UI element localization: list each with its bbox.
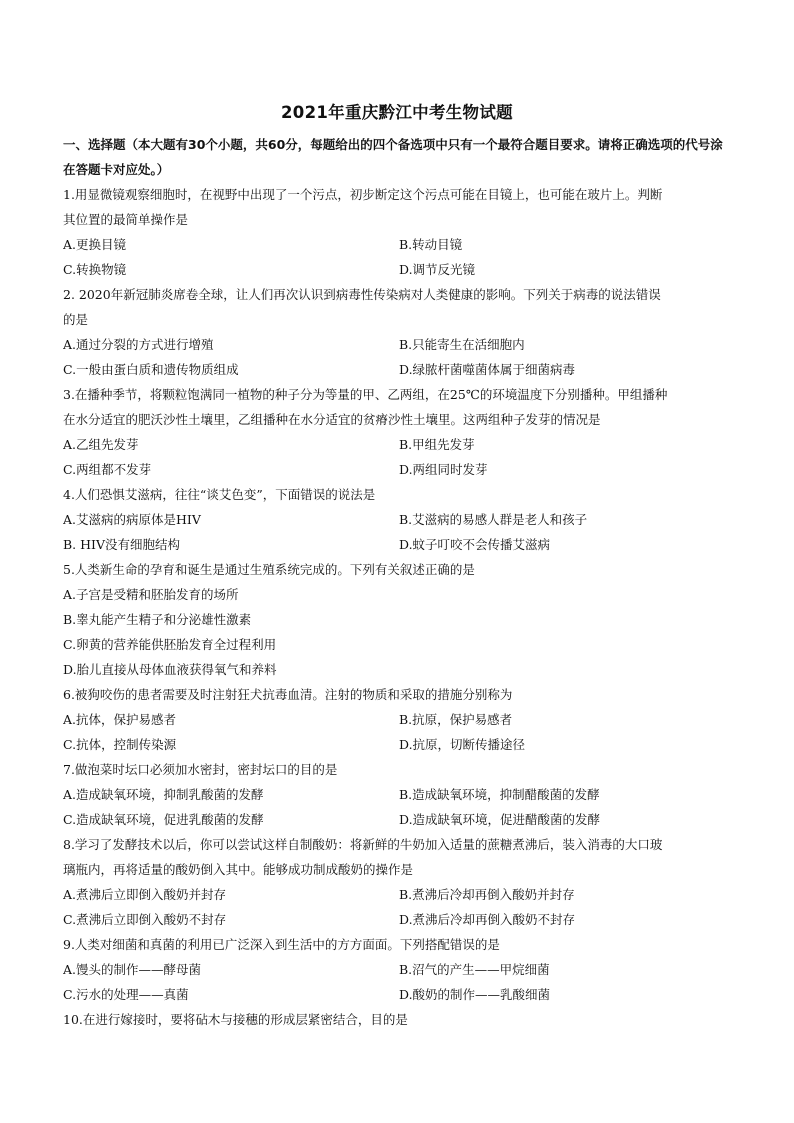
option-d: D.煮沸后冷却再倒入酸奶不封存 <box>399 912 576 927</box>
question-4 <box>63 482 735 557</box>
question-stem-line: 在水分适宜的肥沃沙性土壤里，乙组播种在水分适宜的贫瘠沙性土壤里。这两组种子发芽的情况是 <box>63 412 601 427</box>
question-stem-line: 6.被狗咬伤的患者需要及时注射狂犬抗毒血清。注射的物质和采取的措施分别称为 <box>63 687 513 702</box>
question-6 <box>63 682 735 757</box>
question-stem-line: 8.学习了发酵技术以后，你可以尝试这样自制酸奶：将新鲜的牛奶加入适量的蔗糖煮沸后，装入消毒的大口玻 <box>63 837 663 852</box>
option-d: D.造成缺氧环境，促进醋酸菌的发酵 <box>399 812 601 827</box>
question-3 <box>63 382 735 482</box>
option-b: B.转动目镜 <box>399 237 463 252</box>
option-a: A.造成缺氧环境，抑制乳酸菌的发酵 <box>63 787 264 802</box>
option-d: D.调节反光镜 <box>399 262 476 277</box>
option-b: B.沼气的产生——甲烷细菌 <box>399 962 550 977</box>
option-c: C.卵黄的营养能供胚胎发育全过程利用 <box>63 637 277 652</box>
question-10 <box>63 1007 735 1032</box>
question-stem-line: 2. 2020年新冠肺炎席卷全球，让人们再次认识到病毒性传染病对人类健康的影响。下列关于病毒的说法错误 <box>63 287 661 302</box>
option-a: A.抗体，保护易感者 <box>63 712 177 727</box>
question-stem-line: 1.用显微镜观察细胞时，在视野中出现了一个污点，初步断定这个污点可能在目镜上，也可能在玻片上。判断 <box>63 187 663 202</box>
option-b: B.煮沸后冷却再倒入酸奶并封存 <box>399 887 575 902</box>
option-d: D.两组同时发芽 <box>399 462 488 477</box>
option-c: C.煮沸后立即倒入酸奶不封存 <box>63 912 227 927</box>
option-a: A.更换目镜 <box>63 237 127 252</box>
question-stem-line: 的是 <box>63 312 89 327</box>
option-b: B.甲组先发芽 <box>399 437 475 452</box>
option-a: A.馒头的制作——酵母菌 <box>63 962 202 977</box>
page-title: 2021年重庆黔江中考生物试题 <box>281 103 513 122</box>
question-stem-line: 7.做泡菜时坛口必须加水密封，密封坛口的目的是 <box>63 762 338 777</box>
option-b: B.睾丸能产生精子和分泌雄性激素 <box>63 612 252 627</box>
question-stem-line: 10.在进行嫁接时，要将砧木与接穗的形成层紧密结合，目的是 <box>63 1012 408 1027</box>
option-d: D.胎儿直接从母体血液获得氧气和养料 <box>63 662 277 677</box>
section-heading: 一、选择题（本大题有30个小题，共60分，每题给出的四个备选项中只有一个最符合题目要求。请将正确选项的代号涂在答题卡对应处。） <box>63 137 723 177</box>
question-stem-line: 3.在播种季节，将颗粒饱满同一植物的种子分为等量的甲、乙两组，在25℃的环境温度下分别播种。甲组播种 <box>63 387 668 402</box>
question-list <box>63 182 735 1032</box>
option-c: C.抗体，控制传染源 <box>63 737 177 752</box>
option-a: A.通过分裂的方式进行增殖 <box>63 337 214 352</box>
option-c: C.两组都不发芽 <box>63 462 152 477</box>
question-stem-line: 9.人类对细菌和真菌的利用已广泛深入到生活中的方方面面。下列搭配错误的是 <box>63 937 500 952</box>
option-a: A.乙组先发芽 <box>63 437 139 452</box>
option-a: A.艾滋病的病原体是HIV <box>63 512 201 527</box>
option-b: B.只能寄生在活细胞内 <box>399 337 525 352</box>
option-b: B.艾滋病的易感人群是老人和孩子 <box>399 512 588 527</box>
question-8 <box>63 832 735 932</box>
question-stem-line: 璃瓶内，再将适量的酸奶倒入其中。能够成功制成酸奶的操作是 <box>63 862 414 877</box>
option-c: B. HIV没有细胞结构 <box>63 537 180 552</box>
option-c: C.污水的处理——真菌 <box>63 987 189 1002</box>
question-5 <box>63 557 735 682</box>
option-d: D.蚊子叮咬不会传播艾滋病 <box>399 537 551 552</box>
question-1 <box>63 182 735 282</box>
question-2 <box>63 282 735 382</box>
question-stem-line: 其位置的最简单操作是 <box>63 212 189 227</box>
option-c: C.一般由蛋白质和遗传物质组成 <box>63 362 239 377</box>
option-c: C.造成缺氧环境，促进乳酸菌的发酵 <box>63 812 264 827</box>
question-stem-line: 5.人类新生命的孕育和诞生是通过生殖系统完成的。下列有关叙述正确的是 <box>63 562 475 577</box>
option-a: A.煮沸后立即倒入酸奶并封存 <box>63 887 227 902</box>
option-d: D.酸奶的制作——乳酸细菌 <box>399 987 551 1002</box>
option-b: B.造成缺氧环境，抑制醋酸菌的发酵 <box>399 787 600 802</box>
option-b: B.抗原，保护易感者 <box>399 712 513 727</box>
question-9 <box>63 932 735 1007</box>
option-a: A.子宫是受精和胚胎发育的场所 <box>63 587 239 602</box>
question-7 <box>63 757 735 832</box>
option-d: D.绿脓杆菌噬菌体属于细菌病毒 <box>399 362 576 377</box>
option-c: C.转换物镜 <box>63 262 127 277</box>
question-stem-line: 4.人们恐惧艾滋病，往往“谈艾色变”，下面错误的说法是 <box>63 487 376 502</box>
option-d: D.抗原，切断传播途径 <box>399 737 526 752</box>
